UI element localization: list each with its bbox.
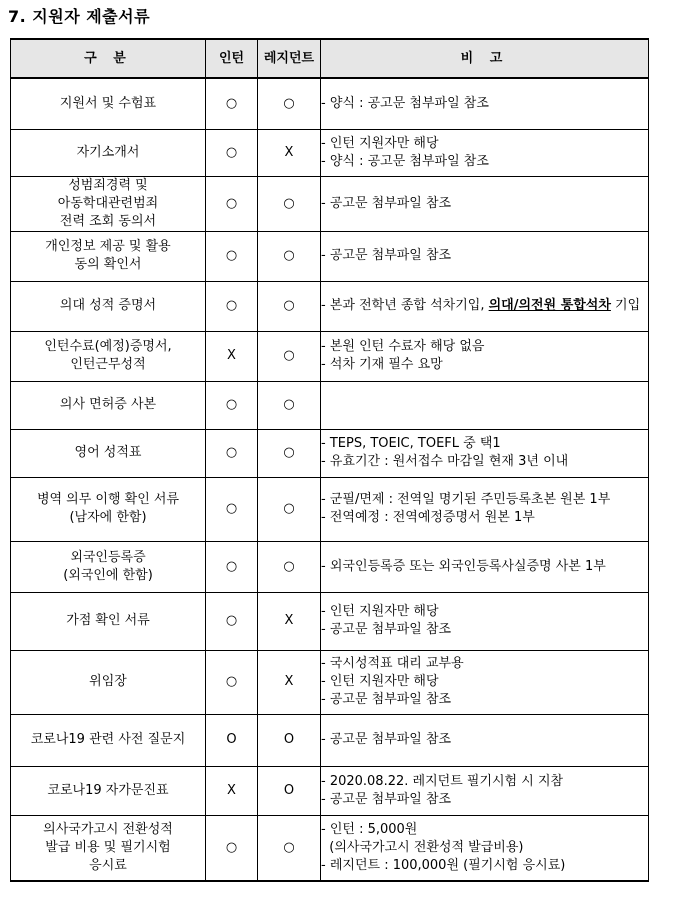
remark-line: - 본원 인턴 수료자 해당 없음 <box>321 339 485 354</box>
header-resident: 레지던트 <box>258 39 321 78</box>
table-row <box>11 429 649 477</box>
remarks-cell <box>321 231 649 281</box>
resident-mark: ○ <box>258 815 321 881</box>
table-row <box>11 381 649 429</box>
remark-line: - 공고문 첨부파일 참조 <box>321 732 452 747</box>
remark-line: - TEPS, TOEIC, TOEFL 중 택1 <box>321 436 501 451</box>
remarks-cell <box>321 714 649 766</box>
intern-mark: ○ <box>206 650 258 714</box>
document-name: 위임장 <box>11 650 206 714</box>
remarks-cell <box>321 281 649 331</box>
table-row <box>11 650 649 714</box>
resident-mark: O <box>258 714 321 766</box>
document-name: 지원서 및 수험표 <box>11 78 206 129</box>
table-row <box>11 541 649 592</box>
remark-line: - 공고문 첨부파일 참조 <box>321 622 452 637</box>
document-name: 가점 확인 서류 <box>11 592 206 650</box>
intern-mark: ○ <box>206 78 258 129</box>
remarks-cell <box>321 815 649 881</box>
document-name: 개인정보 제공 및 활용 동의 확인서 <box>11 231 206 281</box>
intern-mark: X <box>206 331 258 381</box>
remark-line: - 공고문 첨부파일 참조 <box>321 791 452 807</box>
remark-line: - 국시성적표 대리 교부용 <box>321 656 464 671</box>
document-name: 코로나19 자가문진표 <box>11 766 206 815</box>
table-row <box>11 78 649 129</box>
remark-line: - 유효기간 : 원서접수 마감일 현재 3년 이내 <box>321 454 569 469</box>
remark-text: 기입 <box>610 298 641 313</box>
remark-line: - 군필/면제 : 전역일 명기된 주민등록초본 원본 1부 <box>321 492 611 507</box>
document-name: 영어 성적표 <box>11 429 206 477</box>
table-row <box>11 815 649 881</box>
resident-mark: ○ <box>258 281 321 331</box>
section-title: 7. 지원자 제출서류 <box>8 7 151 26</box>
remark-line: - 공고문 첨부파일 참조 <box>321 195 452 211</box>
header-intern: 인턴 <box>206 39 258 78</box>
header-category: 구 분 <box>11 39 206 78</box>
table-row <box>11 231 649 281</box>
remarks-cell <box>321 477 649 541</box>
intern-mark: ○ <box>206 477 258 541</box>
intern-mark: ○ <box>206 429 258 477</box>
remark-line: - 인턴 지원자만 해당 <box>321 604 439 619</box>
remark-emphasis: 의대/의전원 통합석차 <box>488 298 611 313</box>
document-name: 인턴수료(예정)증명서, 인턴근무성적 <box>11 331 206 381</box>
resident-mark: O <box>258 766 321 815</box>
remarks-cell <box>321 541 649 592</box>
header-remarks: 비 고 <box>321 39 649 78</box>
remark-line: - 전역예정 : 전역예정증명서 원본 1부 <box>321 510 535 525</box>
resident-mark: X <box>258 129 321 176</box>
remark-line: - 석차 기재 필수 요망 <box>321 357 443 372</box>
remark-line: - 공고문 첨부파일 참조 <box>321 692 452 707</box>
table-row <box>11 176 649 231</box>
intern-mark: ○ <box>206 815 258 881</box>
intern-mark: ○ <box>206 381 258 429</box>
remark-line: - 양식 : 공고문 첨부파일 참조 <box>321 95 489 111</box>
table-row <box>11 766 649 815</box>
remarks-cell <box>321 429 649 477</box>
document-name: 자기소개서 <box>11 129 206 176</box>
table-row <box>11 714 649 766</box>
table-row <box>11 331 649 381</box>
remarks-cell <box>321 331 649 381</box>
document-name: 병역 의무 이행 확인 서류 (남자에 한함) <box>11 477 206 541</box>
intern-mark: O <box>206 714 258 766</box>
remark-line: - 공고문 첨부파일 참조 <box>321 248 452 263</box>
document-name: 성범죄경력 및 아동학대관련범죄 전력 조회 동의서 <box>11 176 206 231</box>
resident-mark: ○ <box>258 331 321 381</box>
documents-table <box>10 38 649 882</box>
intern-mark: ○ <box>206 129 258 176</box>
intern-mark: ○ <box>206 176 258 231</box>
resident-mark: X <box>258 650 321 714</box>
remark-line: - 양식 : 공고문 첨부파일 참조 <box>321 153 489 169</box>
resident-mark: ○ <box>258 429 321 477</box>
resident-mark: X <box>258 592 321 650</box>
remark-line: - 2020.08.22. 레지던트 필기시험 시 지참 <box>321 773 564 789</box>
resident-mark: ○ <box>258 78 321 129</box>
table-row <box>11 281 649 331</box>
remarks-cell <box>321 176 649 231</box>
remark-line: - 레지던트 : 100,000원 (필기시험 응시료) <box>321 857 566 873</box>
remarks-cell <box>321 592 649 650</box>
remark-line: - 외국인등록증 또는 외국인등록사실증명 사본 1부 <box>321 558 606 574</box>
remarks-cell <box>321 381 649 429</box>
intern-mark: ○ <box>206 592 258 650</box>
intern-mark: ○ <box>206 231 258 281</box>
document-name: 코로나19 관련 사전 질문지 <box>11 714 206 766</box>
document-name: 의사 면허증 사본 <box>11 381 206 429</box>
remarks-cell <box>321 129 649 176</box>
intern-mark: ○ <box>206 281 258 331</box>
table-row <box>11 592 649 650</box>
remark-line: - 인턴 지원자만 해당 <box>321 135 439 151</box>
remark-line: - 인턴 지원자만 해당 <box>321 674 439 689</box>
table-row <box>11 129 649 176</box>
document-name: 외국인등록증 (외국인에 한함) <box>11 541 206 592</box>
intern-mark: ○ <box>206 541 258 592</box>
remark-line: - 인턴 : 5,000원 <box>321 821 418 837</box>
remark-text: - 본과 전학년 종합 석차기입, <box>321 298 489 313</box>
resident-mark: ○ <box>258 541 321 592</box>
remarks-cell <box>321 766 649 815</box>
resident-mark: ○ <box>258 381 321 429</box>
document-name: 의대 성적 증명서 <box>11 281 206 331</box>
resident-mark: ○ <box>258 176 321 231</box>
intern-mark: X <box>206 766 258 815</box>
table-row <box>11 477 649 541</box>
resident-mark: ○ <box>258 231 321 281</box>
table-header-row <box>11 39 649 78</box>
remark-line: (의사국가고시 전환성적 발급비용) <box>321 839 524 855</box>
resident-mark: ○ <box>258 477 321 541</box>
remarks-cell <box>321 650 649 714</box>
document-name: 의사국가고시 전환성적 발급 비용 및 필기시험 응시료 <box>11 815 206 881</box>
remarks-cell <box>321 78 649 129</box>
